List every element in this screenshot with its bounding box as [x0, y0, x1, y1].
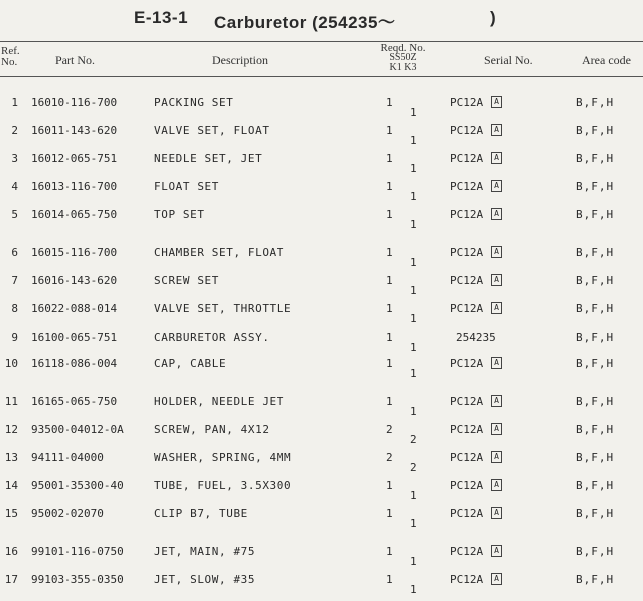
- ref-number: 12: [4, 423, 18, 436]
- part-number: 94111-04000: [31, 451, 104, 464]
- col-desc-header: Description: [212, 53, 268, 67]
- qty-ss50z-k1: 1: [386, 357, 393, 370]
- qty-ss50z-k1: 1: [386, 545, 393, 558]
- serial-number: PC12A: [450, 208, 484, 221]
- part-number: 16015-116-700: [31, 246, 118, 259]
- ref-number: 10: [4, 357, 18, 370]
- serial-boxed-letter: A: [491, 357, 502, 369]
- part-description: WASHER, SPRING, 4MM: [154, 451, 292, 464]
- area-code: B,F,H: [576, 208, 615, 221]
- area-code: B,F,H: [576, 357, 615, 370]
- part-number: 99103-355-0350: [31, 573, 124, 586]
- part-number: 16165-065-750: [31, 395, 118, 408]
- ref-number: 4: [11, 180, 18, 193]
- part-number: 99101-116-0750: [31, 545, 124, 558]
- serial-number: PC12A: [450, 573, 484, 586]
- part-description: CHAMBER SET, FLOAT: [154, 246, 285, 259]
- qty-ss50z-k3: 1: [410, 218, 417, 231]
- part-number: 16010-116-700: [31, 96, 118, 109]
- serial-number: PC12A: [450, 507, 484, 520]
- part-number: 95001-35300-40: [31, 479, 124, 492]
- qty-ss50z-k1: 1: [386, 96, 393, 109]
- serial-boxed-letter: A: [491, 451, 502, 463]
- area-code: B,F,H: [576, 96, 615, 109]
- table-row: [0, 274, 643, 302]
- qty-ss50z-k1: 1: [386, 302, 393, 315]
- serial-number: PC12A: [450, 246, 484, 259]
- qty-ss50z-k1: 1: [386, 395, 393, 408]
- serial-boxed-letter: A: [491, 152, 502, 164]
- serial-number: 254235: [456, 331, 496, 344]
- ref-number: 5: [11, 208, 18, 221]
- serial-number: PC12A: [450, 545, 484, 558]
- qty-ss50z-k3: 1: [410, 555, 417, 568]
- qty-ss50z-k3: 1: [410, 341, 417, 354]
- part-description: TOP SET: [154, 208, 205, 221]
- qty-ss50z-k1: 1: [386, 124, 393, 137]
- area-code: B,F,H: [576, 423, 615, 436]
- ref-number: 8: [11, 302, 18, 315]
- part-description: NEEDLE SET, JET: [154, 152, 263, 165]
- part-number: 16022-088-014: [31, 302, 118, 315]
- table-row: [0, 395, 643, 423]
- part-description: TUBE, FUEL, 3.5X300: [154, 479, 292, 492]
- area-code: B,F,H: [576, 302, 615, 315]
- table-row: [0, 479, 643, 507]
- qty-ss50z-k3: 2: [410, 433, 417, 446]
- qty-ss50z-k1: 2: [386, 451, 393, 464]
- serial-boxed-letter: A: [491, 507, 502, 519]
- qty-ss50z-k1: 1: [386, 274, 393, 287]
- qty-ss50z-k3: 1: [410, 284, 417, 297]
- qty-ss50z-k3: 1: [410, 367, 417, 380]
- col-serial-header: Serial No.: [484, 53, 533, 67]
- part-number: 16118-086-004: [31, 357, 118, 370]
- header-rule-bottom: [0, 76, 643, 77]
- qty-ss50z-k1: 1: [386, 479, 393, 492]
- part-number: 16014-065-750: [31, 208, 118, 221]
- qty-ss50z-k1: 2: [386, 423, 393, 436]
- qty-ss50z-k1: 1: [386, 331, 393, 344]
- serial-number: PC12A: [450, 152, 484, 165]
- part-description: CAP, CABLE: [154, 357, 227, 370]
- table-row: [0, 451, 643, 479]
- serial-number: PC12A: [450, 451, 484, 464]
- table-row: [0, 246, 643, 274]
- ref-number: 3: [11, 152, 18, 165]
- section-close: ): [490, 8, 497, 27]
- qty-ss50z-k3: 1: [410, 405, 417, 418]
- qty-ss50z-k1: 1: [386, 507, 393, 520]
- serial-number: PC12A: [450, 274, 484, 287]
- qty-ss50z-k3: 1: [410, 489, 417, 502]
- qty-ss50z-k1: 1: [386, 246, 393, 259]
- table-row: [0, 124, 643, 152]
- area-code: B,F,H: [576, 274, 615, 287]
- part-description: VALVE SET, FLOAT: [154, 124, 270, 137]
- part-number: 16012-065-751: [31, 152, 118, 165]
- part-description: VALVE SET, THROTTLE: [154, 302, 292, 315]
- serial-number: PC12A: [450, 124, 484, 137]
- part-description: SCREW SET: [154, 274, 220, 287]
- serial-boxed-letter: A: [491, 573, 502, 585]
- col-part-header: Part No.: [55, 53, 95, 67]
- ref-number: 13: [4, 451, 18, 464]
- table-row: [0, 180, 643, 208]
- qty-ss50z-k1: 1: [386, 152, 393, 165]
- table-row: [0, 573, 643, 601]
- serial-boxed-letter: A: [491, 124, 502, 136]
- area-code: B,F,H: [576, 545, 615, 558]
- part-number: 16016-143-620: [31, 274, 118, 287]
- qty-ss50z-k1: 1: [386, 180, 393, 193]
- serial-number: PC12A: [450, 302, 484, 315]
- serial-boxed-letter: A: [491, 208, 502, 220]
- area-code: B,F,H: [576, 180, 615, 193]
- table-row: [0, 545, 643, 573]
- qty-ss50z-k3: 1: [410, 106, 417, 119]
- table-row: [0, 152, 643, 180]
- ref-number: 7: [11, 274, 18, 287]
- part-number: 16100-065-751: [31, 331, 118, 344]
- col-reqd-header: Reqd. No. SS50Z K1 K3: [380, 42, 426, 73]
- header-rule-top: [0, 41, 643, 42]
- qty-ss50z-k3: 1: [410, 256, 417, 269]
- qty-ss50z-k3: 1: [410, 162, 417, 175]
- serial-number: PC12A: [450, 96, 484, 109]
- section-name: Carburetor (254235～: [214, 13, 396, 32]
- col-area-header: Area code: [582, 53, 631, 67]
- area-code: B,F,H: [576, 152, 615, 165]
- part-description: FLOAT SET: [154, 180, 220, 193]
- area-code: B,F,H: [576, 573, 615, 586]
- ref-number: 6: [11, 246, 18, 259]
- table-row: [0, 96, 643, 124]
- qty-ss50z-k3: 1: [410, 583, 417, 596]
- section-code: E-13-1: [134, 8, 189, 27]
- serial-number: PC12A: [450, 180, 484, 193]
- part-description: CARBURETOR ASSY.: [154, 331, 270, 344]
- table-row: [0, 357, 643, 385]
- serial-number: PC12A: [450, 479, 484, 492]
- serial-boxed-letter: A: [491, 423, 502, 435]
- serial-boxed-letter: A: [491, 545, 502, 557]
- qty-ss50z-k3: 1: [410, 312, 417, 325]
- serial-boxed-letter: A: [491, 395, 502, 407]
- qty-ss50z-k1: 1: [386, 573, 393, 586]
- part-description: JET, SLOW, #35: [154, 573, 256, 586]
- serial-number: PC12A: [450, 357, 484, 370]
- part-description: SCREW, PAN, 4X12: [154, 423, 270, 436]
- serial-boxed-letter: A: [491, 274, 502, 286]
- qty-ss50z-k3: 1: [410, 134, 417, 147]
- area-code: B,F,H: [576, 507, 615, 520]
- serial-boxed-letter: A: [491, 96, 502, 108]
- ref-number: 16: [4, 545, 18, 558]
- col-ref-header: Ref. No.: [1, 45, 20, 68]
- ref-number: 2: [11, 124, 18, 137]
- serial-number: PC12A: [450, 423, 484, 436]
- area-code: B,F,H: [576, 395, 615, 408]
- ref-number: 1: [11, 96, 18, 109]
- ref-number: 14: [4, 479, 18, 492]
- serial-number: PC12A: [450, 395, 484, 408]
- table-row: [0, 302, 643, 330]
- ref-number: 11: [4, 395, 18, 408]
- serial-boxed-letter: A: [491, 246, 502, 258]
- table-row: [0, 507, 643, 535]
- qty-ss50z-k3: 2: [410, 461, 417, 474]
- area-code: B,F,H: [576, 451, 615, 464]
- area-code: B,F,H: [576, 331, 615, 344]
- serial-boxed-letter: A: [491, 479, 502, 491]
- area-code: B,F,H: [576, 479, 615, 492]
- qty-ss50z-k3: 1: [410, 517, 417, 530]
- serial-boxed-letter: A: [491, 302, 502, 314]
- part-number: 16011-143-620: [31, 124, 118, 137]
- part-number: 16013-116-700: [31, 180, 118, 193]
- area-code: B,F,H: [576, 246, 615, 259]
- ref-number: 17: [4, 573, 18, 586]
- qty-ss50z-k3: 1: [410, 190, 417, 203]
- part-description: PACKING SET: [154, 96, 234, 109]
- area-code: B,F,H: [576, 124, 615, 137]
- serial-boxed-letter: A: [491, 180, 502, 192]
- table-row: [0, 423, 643, 451]
- part-description: HOLDER, NEEDLE JET: [154, 395, 285, 408]
- part-description: JET, MAIN, #75: [154, 545, 256, 558]
- part-description: CLIP B7, TUBE: [154, 507, 248, 520]
- ref-number: 9: [11, 331, 18, 344]
- part-number: 95002-02070: [31, 507, 104, 520]
- table-row: [0, 208, 643, 236]
- table-row: [0, 331, 643, 359]
- part-number: 93500-04012-0A: [31, 423, 124, 436]
- qty-ss50z-k1: 1: [386, 208, 393, 221]
- ref-number: 15: [4, 507, 18, 520]
